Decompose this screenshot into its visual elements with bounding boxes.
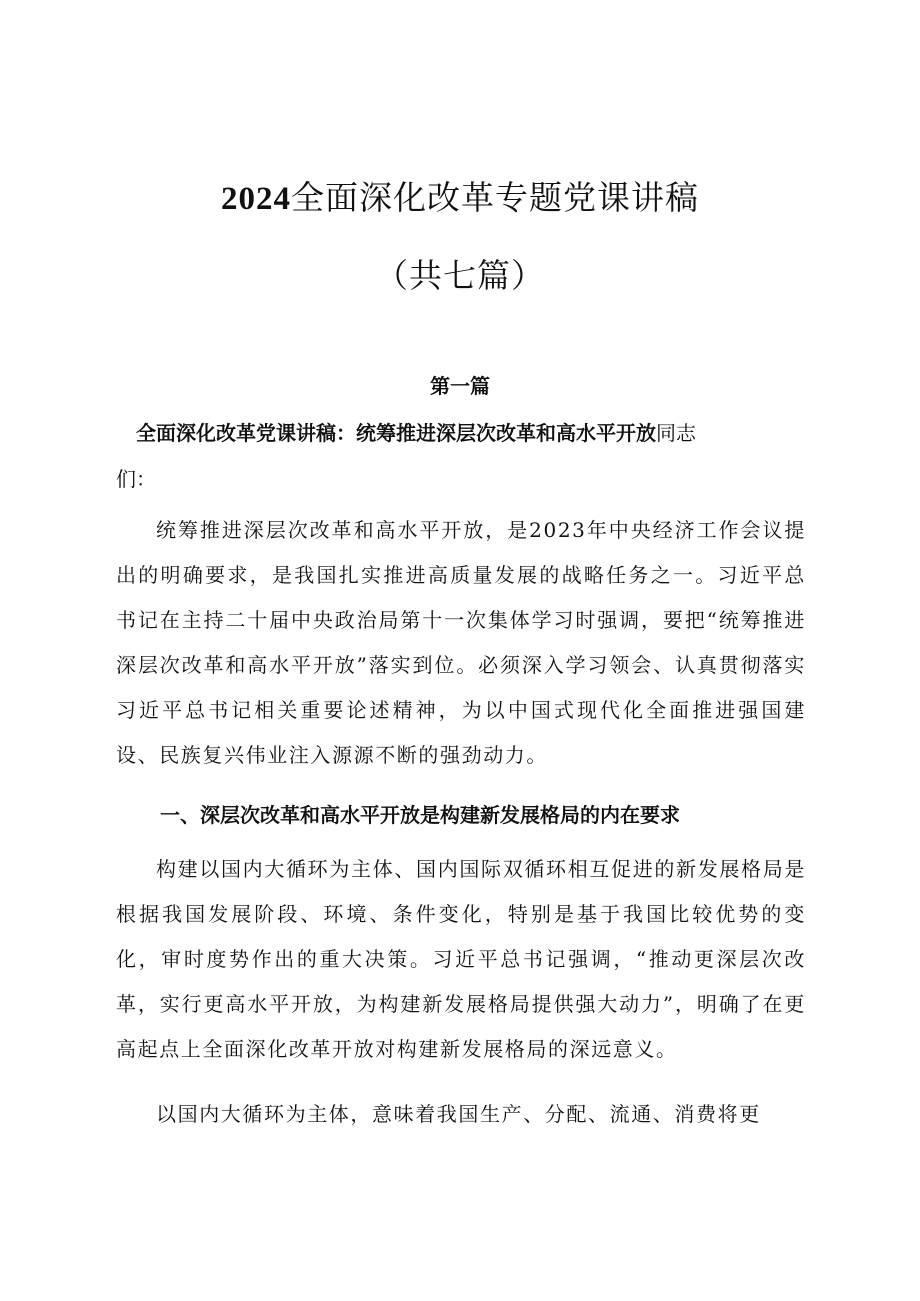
section-label: 第一篇 <box>430 374 490 398</box>
body-paragraph: 统筹推进深层次改革和高水平开放，是2023年中央经济工作会议提出的明确要求，是我国扎实推进高质量发展的战略任务之一。习近平总书记在主持二十届中央政治局第十一次集体学习时强调，要把“统筹推进深层次改革和高水平开放”落实到位。必须深入学习领会、认真贯彻落实习近平总书记相关重要论述精神，为以中国式现代化全面推进强国建设、民族复兴伟业注入源源不断的强劲动力。 <box>116 518 806 767</box>
title-text: 全面深化改革专题党课讲稿 <box>291 178 699 217</box>
article-heading: 全面深化改革党课讲稿：统筹推进深层次改革和高水平开放 <box>136 421 656 445</box>
title-year: 2024 <box>221 181 291 217</box>
document-subtitle: （共七篇） <box>375 256 545 295</box>
body-paragraph: 构建以国内大循环为主体、国内国际双循环相互促进的新发展格局是根据我国发展阶段、环境、条件变化，特别是基于我国比较优势的变化，审时度势作出的重大决策。习近平总书记强调，“推动更深层次改革，实行更高水平开放，为构建新发展格局提供强大动力”，明确了在更高起点上全面深化改革开放对构建新发展格局的深远意义。 <box>116 857 806 1061</box>
section-subheading: 一、深层次改革和高水平开放是构建新发展格局的内在要求 <box>160 803 680 827</box>
document-title <box>0 178 920 219</box>
salutation: 们： <box>116 467 156 491</box>
body-paragraph: 以国内大循环为主体，意味着我国生产、分配、流通、消费将更 <box>156 1102 761 1126</box>
article-heading-line <box>136 419 696 447</box>
article-heading-tail: 同志 <box>656 421 696 445</box>
